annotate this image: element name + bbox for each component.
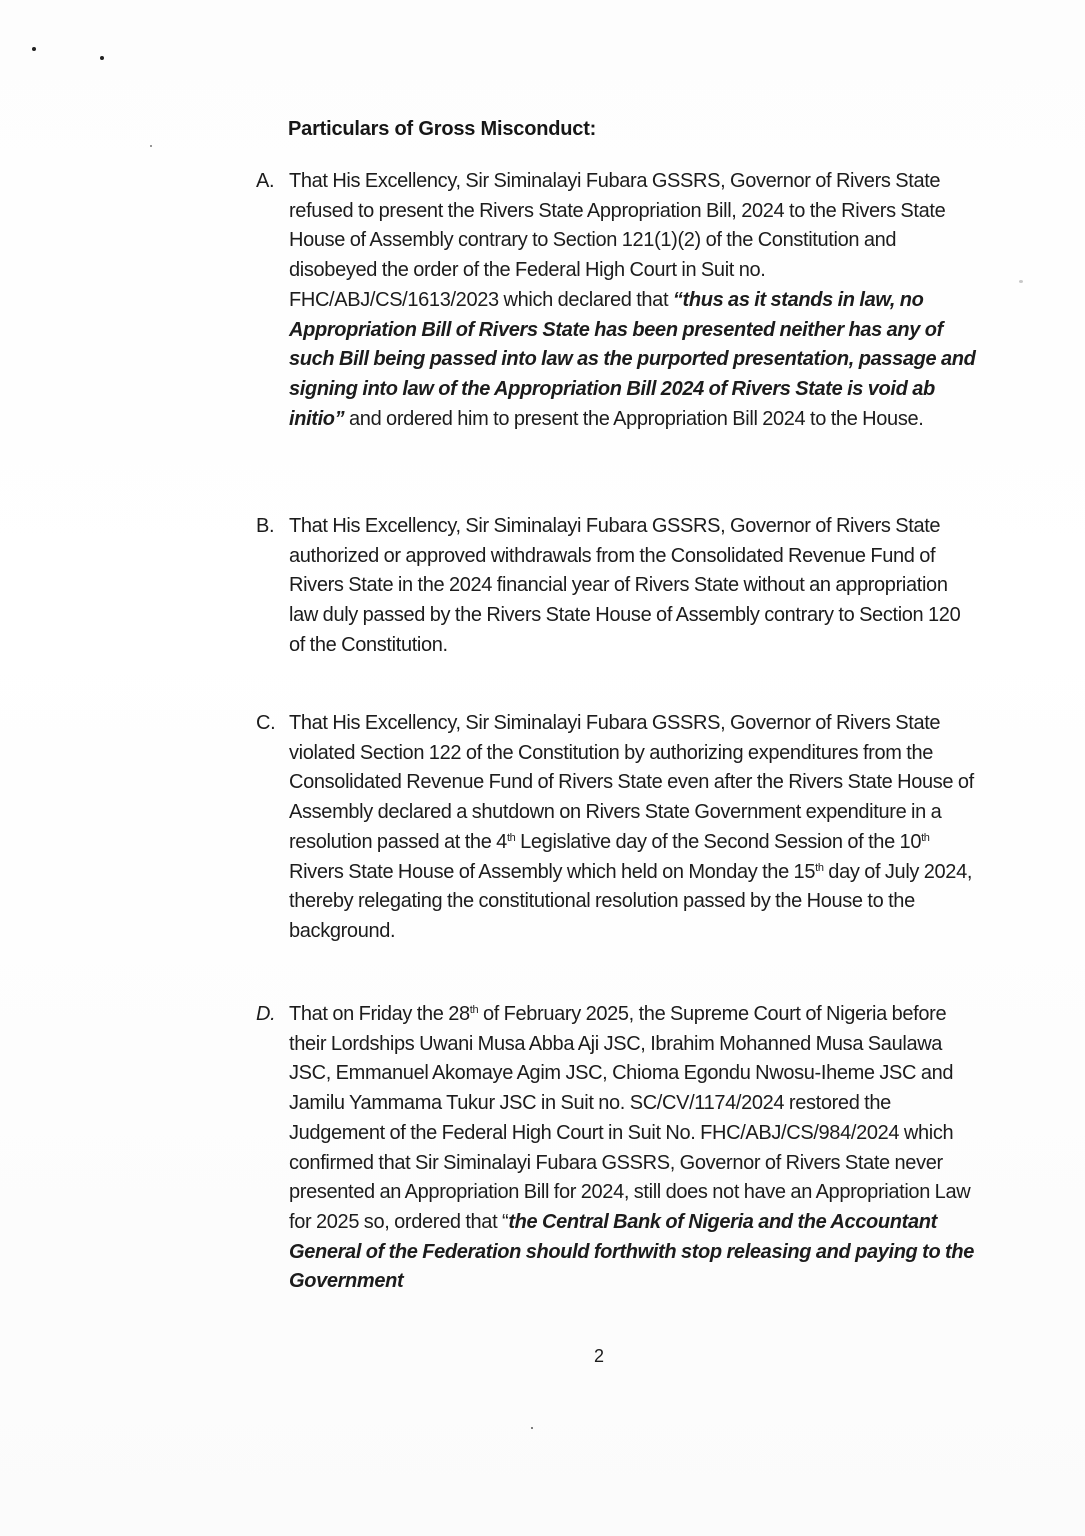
- misconduct-item-c: [256, 709, 976, 947]
- item-body: [289, 512, 976, 661]
- item-text: That His Excellency, Sir Siminalayi Fubara GSSRS, Governor of Rivers State authorized or approved withdrawals from the Consolidated Revenue Fund of Rivers State in the 2024 financial year of Rivers State without an appropriation law duly passed by the Rivers State House of Assembly contrary to Section 120 of the Constitution.: [289, 515, 961, 656]
- misconduct-item-a: [256, 167, 976, 434]
- section-heading: Particulars of Gross Misconduct:: [288, 118, 597, 140]
- item-text: day of July 2024, thereby relegating the constitutional resolution passed by the House to the background.: [289, 860, 973, 942]
- item-label: D.: [256, 1003, 276, 1025]
- item-body: [289, 167, 976, 434]
- scan-speck: [150, 145, 152, 147]
- court-quote: “thus as it stands in law, no Appropriation Bill of Rivers State has been presented neither has any of such Bill being passed into law as the purported presentation, passage and signing into law of the Appropriation Bill 2024 of Rivers State is void ab initio”: [289, 288, 976, 430]
- scan-speck: [1019, 280, 1023, 283]
- court-quote: the Central Bank of Nigeria and the Accountant General of the Federation should forthwith stop releasing and paying to the Government: [289, 1210, 974, 1293]
- item-label: A.: [256, 170, 275, 192]
- item-text: That on Friday the 28: [289, 1003, 470, 1025]
- item-text: of February 2025, the Supreme Court of Nigeria before their Lordships Uwani Musa Abba Aji JSC, Ibrahim Mohanned Musa Saulawa JSC, Emmanuel Akomaye Agim JSC, Chioma Egondu Nwosu-Iheme JSC and Jamilu Yammama Tukur JSC in Suit no. SC/CV/1174/2024 restored the Judgement of the Federal High Court in Suit No. FHC/ABJ/CS/984/2024 which confirmed that Sir Siminalayi Fubara GSSRS, Governor of Rivers State never presented an Appropriation Bill for 2024, still does not have an Appropriation Law for 2025 so, ordered that “: [289, 1003, 971, 1233]
- scan-speck: [32, 47, 36, 51]
- ordinal-suffix: th: [506, 831, 516, 844]
- item-label: B.: [256, 515, 275, 537]
- item-text: Rivers State House of Assembly which held on Monday the 15: [289, 860, 816, 883]
- item-text: That His Excellency, Sir Siminalayi Fubara GSSRS, Governor of Rivers State violated Section 122 of the Constitution by authorizing expenditures from the Consolidated Revenue Fund of Rivers State even after the Rivers State House of Assembly declared a shutdown on Rivers State Government expenditure in a resolution passed at the 4: [289, 712, 974, 853]
- ordinal-suffix: th: [469, 1004, 479, 1016]
- item-text: That His Excellency, Sir Siminalayi Fubara GSSRS, Governor of Rivers State refused to present the Rivers State Appropriation Bill, 2024 to the Rivers State House of Assembly contrary to Section 121(1)(2) of the Constitution and disobeyed the order of the Federal High Court in Suit no. FHC/ABJ/CS/1613/2023 which declared that: [289, 170, 946, 311]
- scan-speck: [100, 56, 104, 60]
- item-body: [289, 709, 976, 947]
- page-number: 2: [593, 1346, 604, 1366]
- item-label: C.: [256, 712, 276, 734]
- ordinal-suffix: th: [815, 861, 824, 874]
- ordinal-suffix: th: [921, 831, 930, 844]
- misconduct-item-d: [256, 1000, 976, 1297]
- item-text: and ordered him to present the Appropriation Bill 2024 to the House.: [344, 407, 924, 430]
- item-body: [289, 1000, 976, 1297]
- item-text: Legislative day of the Second Session of the 10: [515, 830, 922, 853]
- scan-speck: [531, 1427, 533, 1429]
- misconduct-item-b: [256, 512, 976, 661]
